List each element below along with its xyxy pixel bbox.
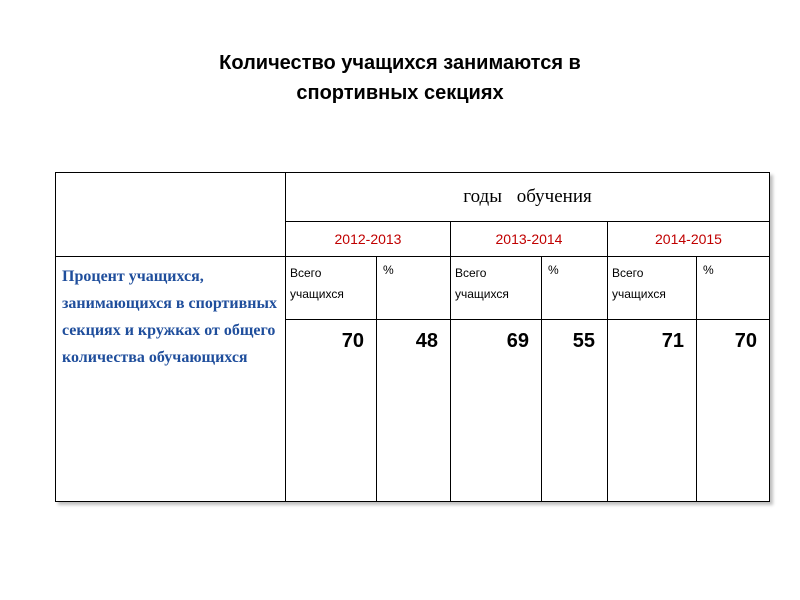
- total-students-header-2: Всего учащихся: [451, 257, 542, 320]
- value-percent-2013-2014: 55: [542, 320, 608, 502]
- years-group-header: годы обучения: [286, 173, 770, 222]
- value-total-2014-2015: 71: [608, 320, 697, 502]
- value-total-2013-2014: 69: [451, 320, 542, 502]
- percent-header-3: %: [697, 257, 770, 320]
- students-table: [55, 172, 770, 502]
- empty-corner-cell: [56, 173, 286, 257]
- row-label: Процент учащихся, занимающихся в спортивных секциях и кружках от общего количества обучающихся: [56, 257, 286, 502]
- title-line-1: Количество учащихся занимаются в: [219, 52, 581, 74]
- year-header-2: 2013-2014: [451, 222, 608, 257]
- value-percent-2014-2015: 70: [697, 320, 770, 502]
- percent-header-2: %: [542, 257, 608, 320]
- value-percent-2012-2013: 48: [377, 320, 451, 502]
- title-line-2: спортивных секциях: [296, 82, 504, 104]
- value-total-2012-2013: 70: [286, 320, 377, 502]
- total-students-header-3: Всего учащихся: [608, 257, 697, 320]
- year-header-1: 2012-2013: [286, 222, 451, 257]
- percent-header-1: %: [377, 257, 451, 320]
- total-students-header-1: Всего учащихся: [286, 257, 377, 320]
- year-header-3: 2014-2015: [608, 222, 770, 257]
- page-title: [100, 48, 700, 108]
